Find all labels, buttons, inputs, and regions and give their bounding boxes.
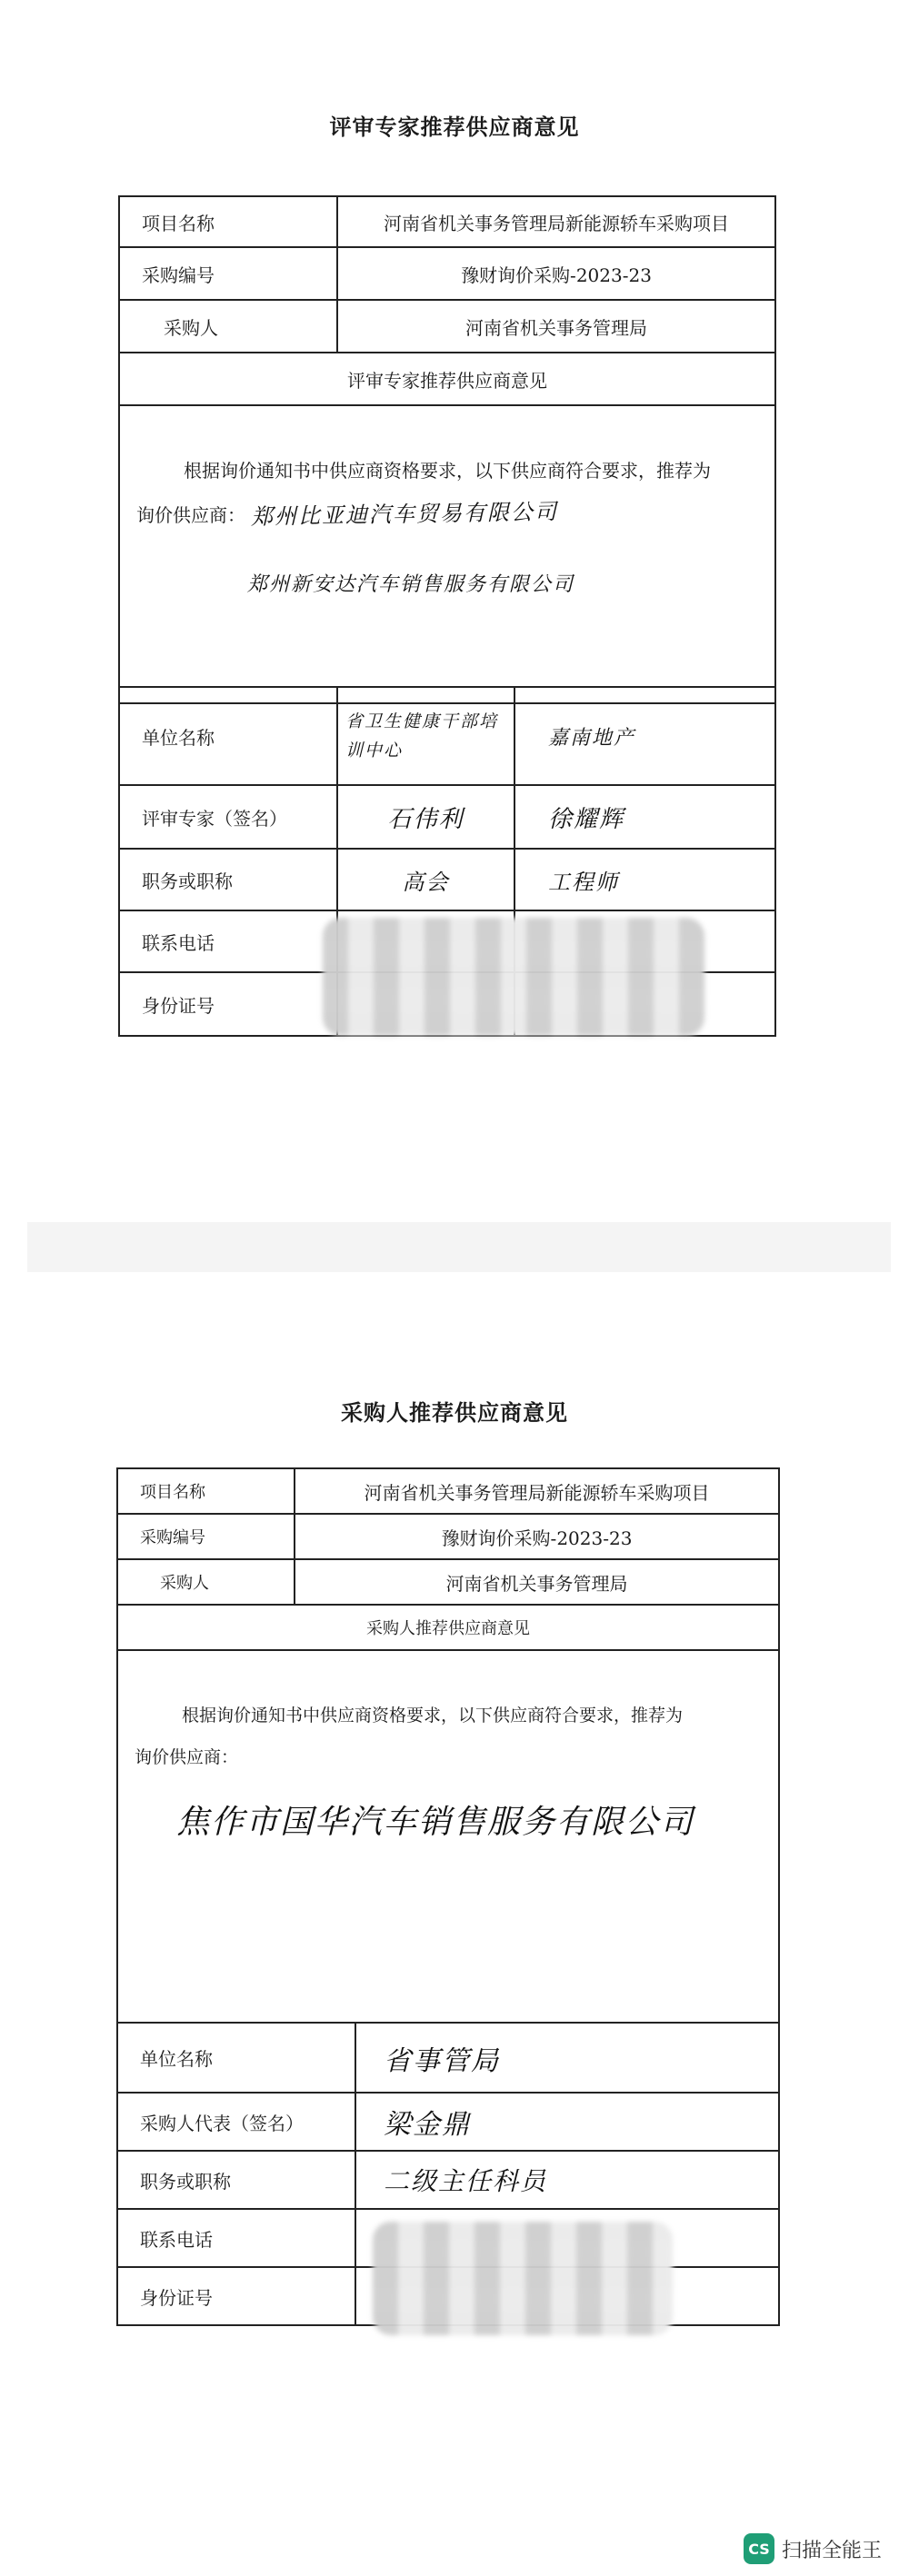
- id-number-label: 身份证号: [119, 972, 337, 1036]
- project-name-value: 河南省机关事务管理局新能源轿车采购项目: [295, 1468, 779, 1514]
- opinion-body: [117, 1650, 779, 2023]
- page-expert-opinion: [0, 0, 909, 1222]
- expert-signature-label: 评审专家（签名）: [119, 785, 337, 849]
- opinion-text-1: 根据询价通知书中供应商资格要求，以下供应商符合要求，推荐为: [184, 460, 711, 482]
- procurement-no-label: 采购编号: [117, 1514, 295, 1559]
- purchaser-value: 河南省机关事务管理局: [295, 1559, 779, 1605]
- camscanner-icon: CS: [744, 2533, 774, 2564]
- phone-label: 联系电话: [117, 2209, 355, 2267]
- project-info-table: [118, 195, 776, 704]
- phone-label: 联系电话: [119, 910, 337, 972]
- purchaser-rep-title: 二级主任科员: [384, 2166, 548, 2196]
- doc-title: 评审专家推荐供应商意见: [329, 114, 580, 140]
- expert-1-unit: 省卫生健康干部培训中心: [345, 711, 499, 761]
- expert-1-signature: 石伟利: [387, 805, 464, 833]
- opinion-text-1: 根据询价通知书中供应商资格要求，以下供应商符合要求，推荐为: [182, 1706, 684, 1726]
- page-gap: [27, 1222, 891, 1272]
- purchaser-label: 采购人: [117, 1559, 295, 1605]
- id-number-label: 身份证号: [117, 2267, 355, 2325]
- rep-signature-label: 采购人代表（签名）: [117, 2093, 355, 2151]
- recommended-supplier-1: 焦作市国华汽车销售服务有限公司: [176, 1804, 695, 1841]
- redacted-contact-info: [323, 918, 704, 1036]
- doc-title: 采购人推荐供应商意见: [341, 1399, 568, 1426]
- section-header: 采购人推荐供应商意见: [117, 1605, 779, 1650]
- purchaser-value: 河南省机关事务管理局: [337, 300, 775, 353]
- procurement-no-label: 采购编号: [119, 247, 337, 300]
- purchaser-rep-signature: 梁金鼎: [384, 2109, 471, 2141]
- project-name-label: 项目名称: [117, 1468, 295, 1514]
- project-info-table: [116, 1467, 780, 2024]
- recommended-supplier-1: 郑州比亚迪汽车贸易有限公司: [251, 499, 559, 530]
- expert-2-signature: 徐耀辉: [548, 805, 625, 833]
- job-title-label: 职务或职称: [119, 849, 337, 910]
- opinion-body: [119, 405, 775, 703]
- section-header: 评审专家推荐供应商意见: [119, 353, 775, 405]
- procurement-no-value: 豫财询价采购-2023-23: [295, 1514, 779, 1559]
- project-name-value: 河南省机关事务管理局新能源轿车采购项目: [337, 196, 775, 247]
- redacted-contact-info: [373, 2222, 673, 2335]
- purchaser-label: 采购人: [119, 300, 337, 353]
- expert-1-title: 高会: [402, 869, 450, 895]
- recommended-supplier-2: 郑州新安达汽车销售服务有限公司: [247, 573, 575, 596]
- expert-2-title: 工程师: [548, 869, 619, 895]
- opinion-text-2: 询价供应商：: [135, 1747, 239, 1767]
- purchaser-unit-name: 省事管局: [384, 2044, 500, 2077]
- unit-name-label: 单位名称: [117, 2023, 355, 2093]
- scanner-name: 扫描全能王: [782, 2539, 883, 2562]
- project-name-label: 项目名称: [119, 196, 337, 247]
- page-purchaser-opinion: [0, 1272, 909, 2576]
- procurement-no-value: 豫财询价采购-2023-23: [337, 247, 775, 300]
- opinion-text-2: 询价供应商：: [136, 504, 245, 526]
- job-title-label: 职务或职称: [117, 2151, 355, 2209]
- unit-name-label: 单位名称: [119, 687, 337, 785]
- scanner-watermark-2: [744, 2533, 882, 2564]
- expert-2-unit: 嘉南地产: [548, 726, 636, 750]
